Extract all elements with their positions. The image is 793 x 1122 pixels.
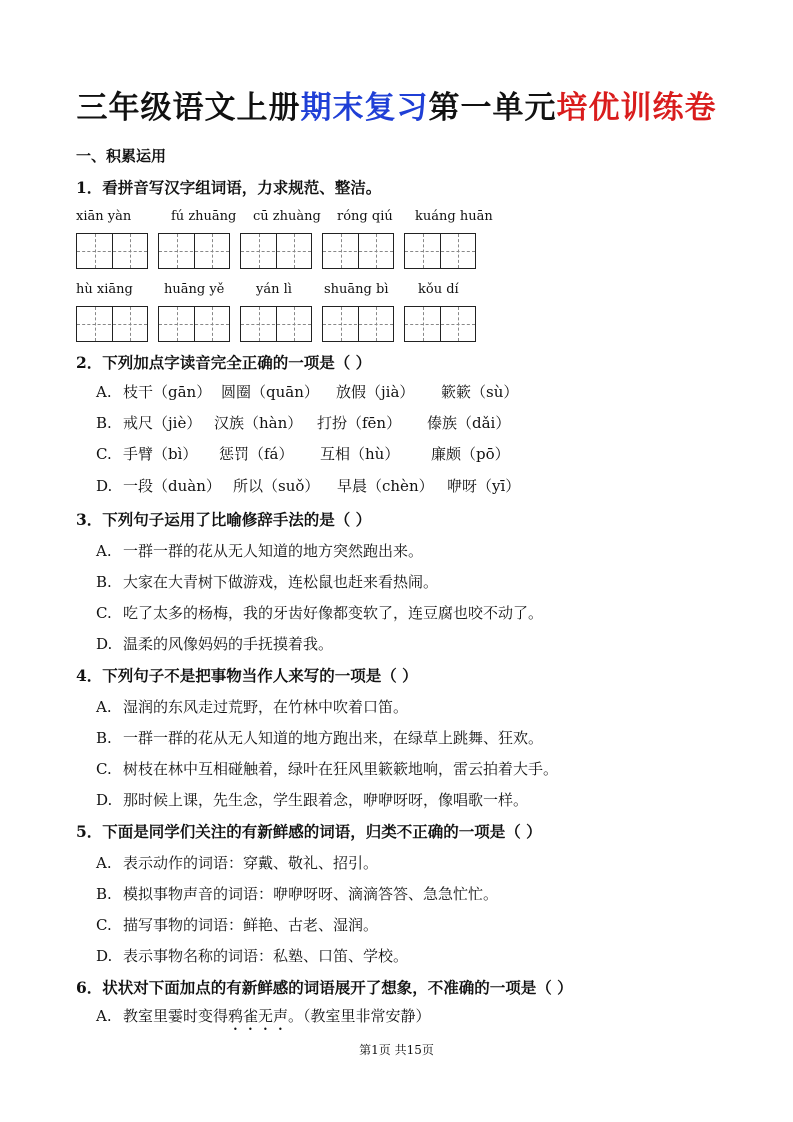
writing-box[interactable] [322,306,394,342]
q4-option-b[interactable]: B. 一群一群的花从无人知道的地方跑出来，在绿草上跳舞、狂欢。 [96,729,544,747]
question-3: 3．下列句子运用了比喻修辞手法的是（ ） [76,510,372,529]
q2-option-d[interactable]: D. 一段（duàn） 所以（suǒ） 早晨（chèn） 咿呀（yī） [96,477,521,495]
pinyin-2-4: shuāng bì [324,282,389,297]
question-4: 4．下列句子不是把事物当作人来写的一项是（ ） [76,666,418,685]
pinyin-2-3: yán lì [256,282,292,297]
dotted-words: 鸦雀无声 [228,1007,289,1025]
pinyin-1-5: kuáng huān [415,209,493,224]
question-1: 1．看拼音写汉字组词语，力求规范、整洁。 [76,178,382,197]
section-heading: 一、积累运用 [76,147,167,165]
q4-option-a[interactable]: A. 湿润的东风走过荒野，在竹林中吹着口笛。 [96,698,409,716]
page-footer: 第1页 共15页 [359,1043,434,1057]
writing-box[interactable] [322,233,394,269]
writing-box[interactable] [404,306,476,342]
pinyin-1-3: cū zhuàng [253,209,321,224]
q2-option-b[interactable]: B. 戒尺（jiè） 汉族（hàn） 打扮（fēn） 傣族（dǎi） [96,414,511,432]
q3-option-a[interactable]: A. 一群一群的花从无人知道的地方突然跑出来。 [96,542,424,560]
page-title: 三年级语文上册期末复习第一单元培优训练卷 [76,90,717,126]
writing-box[interactable] [240,306,312,342]
q2-option-a[interactable]: A. 枝干（gān） 圆圈（quān） 放假（jià） 簌簌（sù） [96,383,519,401]
q5-option-d[interactable]: D. 表示事物名称的词语：私塾、口笛、学校。 [96,947,409,965]
writing-box[interactable] [158,233,230,269]
q5-option-c[interactable]: C. 描写事物的词语：鲜艳、古老、湿润。 [96,916,379,934]
pinyin-1-1: xiān yàn [76,209,132,224]
writing-box[interactable] [158,306,230,342]
pinyin-1-4: róng qiú [337,209,393,224]
q3-option-b[interactable]: B. 大家在大青树下做游戏，连松鼠也赶来看热闹。 [96,573,439,591]
writing-box[interactable] [240,233,312,269]
writing-box[interactable] [404,233,476,269]
q2-option-c[interactable]: C. 手臂（bì） 惩罚（fá） 互相（hù） 廉颇（pō） [96,445,510,463]
writing-box[interactable] [76,233,148,269]
q6-option-a[interactable]: A. 教室里霎时变得鸦雀无声。（教室里非常安静） [96,1007,431,1025]
q4-option-d[interactable]: D. 那时候上课，先生念，学生跟着念，咿咿呀呀，像唱歌一样。 [96,791,529,809]
question-6: 6．状状对下面加点的有新鲜感的词语展开了想象，不准确的一项是（ ） [76,978,573,997]
question-2: 2．下列加点字读音完全正确的一项是（ ） [76,353,372,372]
pinyin-2-1: hù xiāng [76,282,133,297]
writing-box[interactable] [76,306,148,342]
pinyin-2-5: kǒu dí [418,282,459,297]
q3-option-d[interactable]: D. 温柔的风像妈妈的手抚摸着我。 [96,635,334,653]
q5-option-b[interactable]: B. 模拟事物声音的词语：咿咿呀呀、滴滴答答、急急忙忙。 [96,885,499,903]
q5-option-a[interactable]: A. 表示动作的词语：穿戴、敬礼、招引。 [96,854,379,872]
q4-option-c[interactable]: C. 树枝在林中互相碰触着，绿叶在狂风里簌簌地响，雷云拍着大手。 [96,760,559,778]
question-5: 5．下面是同学们关注的有新鲜感的词语，归类不正确的一项是（ ） [76,822,542,841]
pinyin-2-2: huāng yě [164,282,225,297]
q3-option-c[interactable]: C. 吃了太多的杨梅，我的牙齿好像都变软了，连豆腐也咬不动了。 [96,604,544,622]
pinyin-1-2: fú zhuāng [171,209,237,224]
